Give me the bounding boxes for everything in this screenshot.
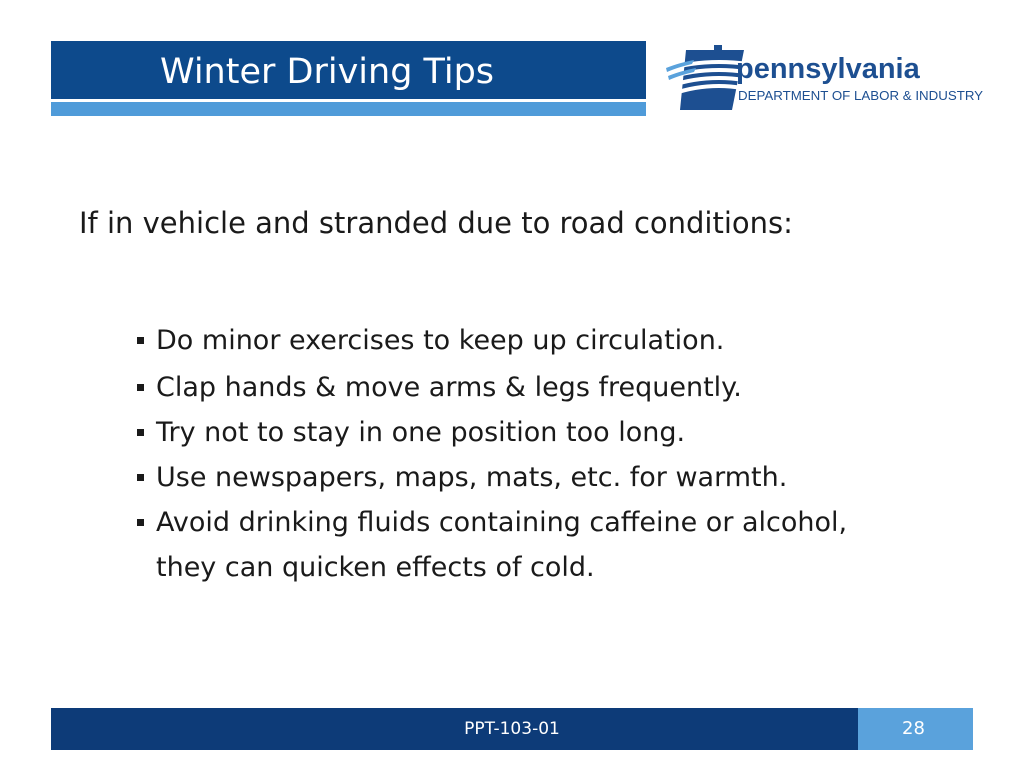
list-item-text: Try not to stay in one position too long. <box>156 417 686 448</box>
list-item-text: Clap hands & move arms & legs frequently. <box>156 372 742 403</box>
tips-list <box>134 318 954 590</box>
list-item <box>134 365 954 410</box>
list-item <box>134 455 954 500</box>
slide-title: Winter Driving Tips <box>160 52 495 92</box>
intro-heading: If in vehicle and stranded due to road conditions: <box>79 206 793 240</box>
list-item <box>134 318 954 363</box>
square-bullet-icon <box>137 474 144 481</box>
logo-department: DEPARTMENT OF LABOR & INDUSTRY <box>738 88 984 103</box>
square-bullet-icon <box>137 384 144 391</box>
list-item <box>134 410 954 455</box>
square-bullet-icon <box>137 519 144 526</box>
list-item-text: Use newspapers, maps, mats, etc. for warmth. <box>156 462 788 493</box>
list-item-text: Do minor exercises to keep up circulation. <box>156 325 725 356</box>
page-number: 28 <box>902 718 925 739</box>
title-underline <box>51 102 646 116</box>
list-item-text: Avoid drinking fluids containing caffeine or alcohol, they can quicken effects of cold. <box>156 507 848 583</box>
square-bullet-icon <box>137 337 144 344</box>
square-bullet-icon <box>137 429 144 436</box>
logo-wordmark: pennsylvania <box>736 53 920 85</box>
list-item <box>134 500 954 590</box>
footer-code: PPT-103-01 <box>464 719 560 739</box>
